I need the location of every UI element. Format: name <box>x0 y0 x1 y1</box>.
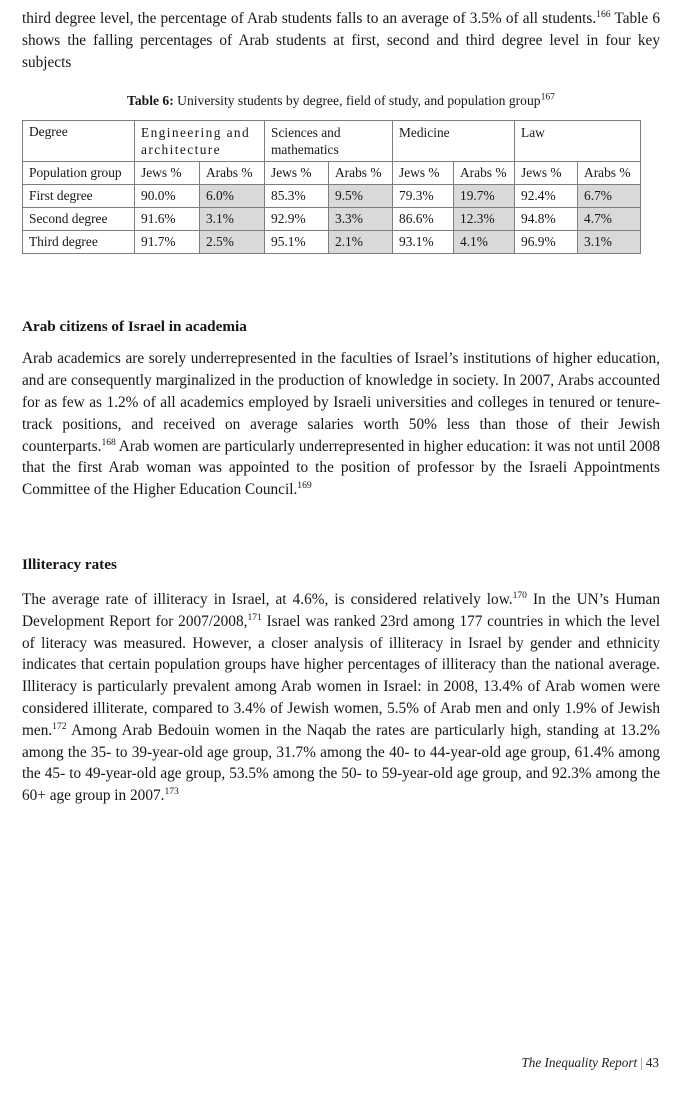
cell-first-sci-arabs <box>329 185 393 208</box>
header-eng-jews <box>135 162 200 185</box>
table-row <box>23 208 641 231</box>
illiteracy-text-c: Israel was ranked 23rd among 177 countries in which the level of literacy was measured. However, a closer analysis of illiteracy in Israel by gender and ethnicity indicates that certain population groups have higher percentages of illiteracy than the national average. Illiteracy is particularly prevalent among Arab women in Israel: in 2008, 13.4% of Arab women were considered illiterate, compared to 3.4% of Jewish women, 5.5% of Arab men and only 1.9% of Jewish men. <box>22 612 660 739</box>
cell-third-sci-jews <box>265 231 329 254</box>
cell-value: 12.3% <box>460 211 495 227</box>
cell-value: 96.9% <box>521 234 556 250</box>
cell-value: 91.6% <box>141 211 176 227</box>
cell-second-eng-jews <box>135 208 200 231</box>
cell-first-med-arabs <box>454 185 515 208</box>
intro-paragraph-text-2: Table 6 shows the falling percentages of Arab students at first, second and third degree level in four key subjects <box>22 10 660 71</box>
header-law-jews-label: Jews % <box>521 165 562 181</box>
table-row <box>23 185 641 208</box>
header-med-jews <box>393 162 454 185</box>
cell-third-med-arabs <box>454 231 515 254</box>
cell-first-law-jews <box>515 185 578 208</box>
footer-separator: | <box>640 1055 643 1070</box>
cell-value: 90.0% <box>141 188 176 204</box>
cell-value: 3.1% <box>584 234 612 250</box>
cell-second-law-arabs <box>578 208 641 231</box>
page-content <box>22 8 660 807</box>
cell-value: 92.4% <box>521 188 556 204</box>
row-label-first-degree <box>23 185 135 208</box>
section-heading-illiteracy: Illiteracy rates <box>22 555 117 573</box>
table-header-row-1 <box>23 121 641 162</box>
table-caption-label: Table 6: <box>127 93 174 109</box>
intro-paragraph-text: third degree level, the percentage of Arab students falls to an average of 3.5% of all students. <box>22 10 597 27</box>
cell-value: 79.3% <box>399 188 434 204</box>
header-law <box>515 121 641 162</box>
header-eng-arabs <box>200 162 265 185</box>
header-law-arabs-label: Arabs % <box>584 165 631 181</box>
university-students-table <box>22 120 641 254</box>
table-caption <box>22 93 660 109</box>
cell-first-sci-jews <box>265 185 329 208</box>
intro-paragraph <box>22 8 660 73</box>
cell-third-eng-jews <box>135 231 200 254</box>
table-header-row-2 <box>23 162 641 185</box>
cell-value: 4.1% <box>460 234 488 250</box>
cell-value: 6.0% <box>206 188 234 204</box>
cell-first-eng-arabs <box>200 185 265 208</box>
cell-third-sci-arabs <box>329 231 393 254</box>
cell-value: 3.3% <box>335 211 363 227</box>
footnote-ref-167: 167 <box>540 91 555 103</box>
illiteracy-text-b: In the UN’s Human Development Report for 2007/2008, <box>22 590 660 630</box>
footnote-ref-169: 169 <box>297 480 312 492</box>
row-label-text: Third degree <box>29 234 98 250</box>
cell-value: 3.1% <box>206 211 234 227</box>
illiteracy-text-a: The average rate of illiteracy in Israel, at 4.6%, is considered relatively low. <box>22 590 513 608</box>
header-law-jews <box>515 162 578 185</box>
footnote-ref-172: 172 <box>52 720 67 732</box>
cell-third-eng-arabs <box>200 231 265 254</box>
header-med-arabs <box>454 162 515 185</box>
header-population-group <box>23 162 135 185</box>
header-eng-jews-label: Jews % <box>141 165 182 181</box>
header-sciences <box>265 121 393 162</box>
row-label-text: Second degree <box>29 211 108 227</box>
cell-value: 95.1% <box>271 234 306 250</box>
footer-page-number: 43 <box>645 1055 659 1070</box>
header-sci-jews <box>265 162 329 185</box>
footnote-ref-168: 168 <box>101 436 116 448</box>
academia-text-a: Arab academics are sorely underrepresented in the faculties of Israel’s institutions of higher education, and are consequently marginalized in the production of knowledge in society. In 2007, Arabs accounted for as few as 1.2% of all academics employed by Israeli universities and colleges in tenured or tenure-track positions, and received on average salaries worth 50% less than those of their Jewish counterparts. <box>22 350 660 455</box>
cell-value: 19.7% <box>460 188 495 204</box>
footnote-ref-170: 170 <box>512 589 527 601</box>
header-law-label: Law <box>521 125 545 141</box>
cell-second-med-arabs <box>454 208 515 231</box>
cell-value: 86.6% <box>399 211 434 227</box>
cell-third-law-jews <box>515 231 578 254</box>
header-sci-arabs <box>329 162 393 185</box>
cell-value: 4.7% <box>584 211 612 227</box>
header-sci-arabs-label: Arabs % <box>335 165 382 181</box>
row-label-second-degree <box>23 208 135 231</box>
row-label-third-degree <box>23 231 135 254</box>
section-paragraph-illiteracy <box>22 589 660 807</box>
header-population-group-label: Population group <box>29 165 122 181</box>
header-med-jews-label: Jews % <box>399 165 440 181</box>
cell-second-law-jews <box>515 208 578 231</box>
footnote-ref-166: 166 <box>596 8 611 20</box>
cell-value: 85.3% <box>271 188 306 204</box>
cell-value: 2.1% <box>335 234 363 250</box>
page-footer <box>521 1055 659 1071</box>
academia-text-b: Arab women are particularly underrepresented in higher education: it was not until 2008 that the first Arab woman was appointed to the position of professor by the Israeli Appointments Committee of the Higher Education Council. <box>22 437 660 499</box>
section-paragraph-academia <box>22 348 660 501</box>
header-medicine <box>393 121 515 162</box>
cell-second-sci-jews <box>265 208 329 231</box>
cell-value: 9.5% <box>335 188 363 204</box>
cell-second-med-jews <box>393 208 454 231</box>
cell-third-med-jews <box>393 231 454 254</box>
header-engineering <box>135 121 265 162</box>
table-row <box>23 231 641 254</box>
cell-value: 6.7% <box>584 188 612 204</box>
row-label-text: First degree <box>29 188 93 204</box>
cell-value: 94.8% <box>521 211 556 227</box>
cell-value: 93.1% <box>399 234 434 250</box>
header-medicine-label: Medicine <box>399 125 450 141</box>
cell-second-sci-arabs <box>329 208 393 231</box>
cell-second-eng-arabs <box>200 208 265 231</box>
footnote-ref-171: 171 <box>247 611 262 623</box>
cell-value: 91.7% <box>141 234 176 250</box>
cell-first-law-arabs <box>578 185 641 208</box>
header-law-arabs <box>578 162 641 185</box>
footnote-ref-173: 173 <box>164 786 179 798</box>
header-eng-arabs-label: Arabs % <box>206 165 253 181</box>
header-med-arabs-label: Arabs % <box>460 165 507 181</box>
header-degree-label: Degree <box>29 124 68 140</box>
footer-title: The Inequality Report <box>521 1055 638 1070</box>
cell-third-law-arabs <box>578 231 641 254</box>
illiteracy-text-d: Among Arab Bedouin women in the Naqab the rates are particularly high, standing at 13.2% among the 35- to 39-year-old age group, 31.7% among the 40- to 44-year-old age group, 61.4% among the 45- to 49-year-old age group, 53.5% among the 50- to 59-year-old age group, and 92.3% among the 60+ age group in 2007. <box>22 721 660 805</box>
header-engineering-label: Engineering and architecture <box>141 125 251 158</box>
section-heading-academia: Arab citizens of Israel in academia <box>22 318 247 336</box>
header-sciences-label: Sciences and mathematics <box>271 125 341 158</box>
cell-value: 92.9% <box>271 211 306 227</box>
header-sci-jews-label: Jews % <box>271 165 312 181</box>
cell-first-eng-jews <box>135 185 200 208</box>
cell-value: 2.5% <box>206 234 234 250</box>
header-degree <box>23 121 135 162</box>
cell-first-med-jews <box>393 185 454 208</box>
table-caption-text: University students by degree, field of study, and population group <box>173 93 541 109</box>
